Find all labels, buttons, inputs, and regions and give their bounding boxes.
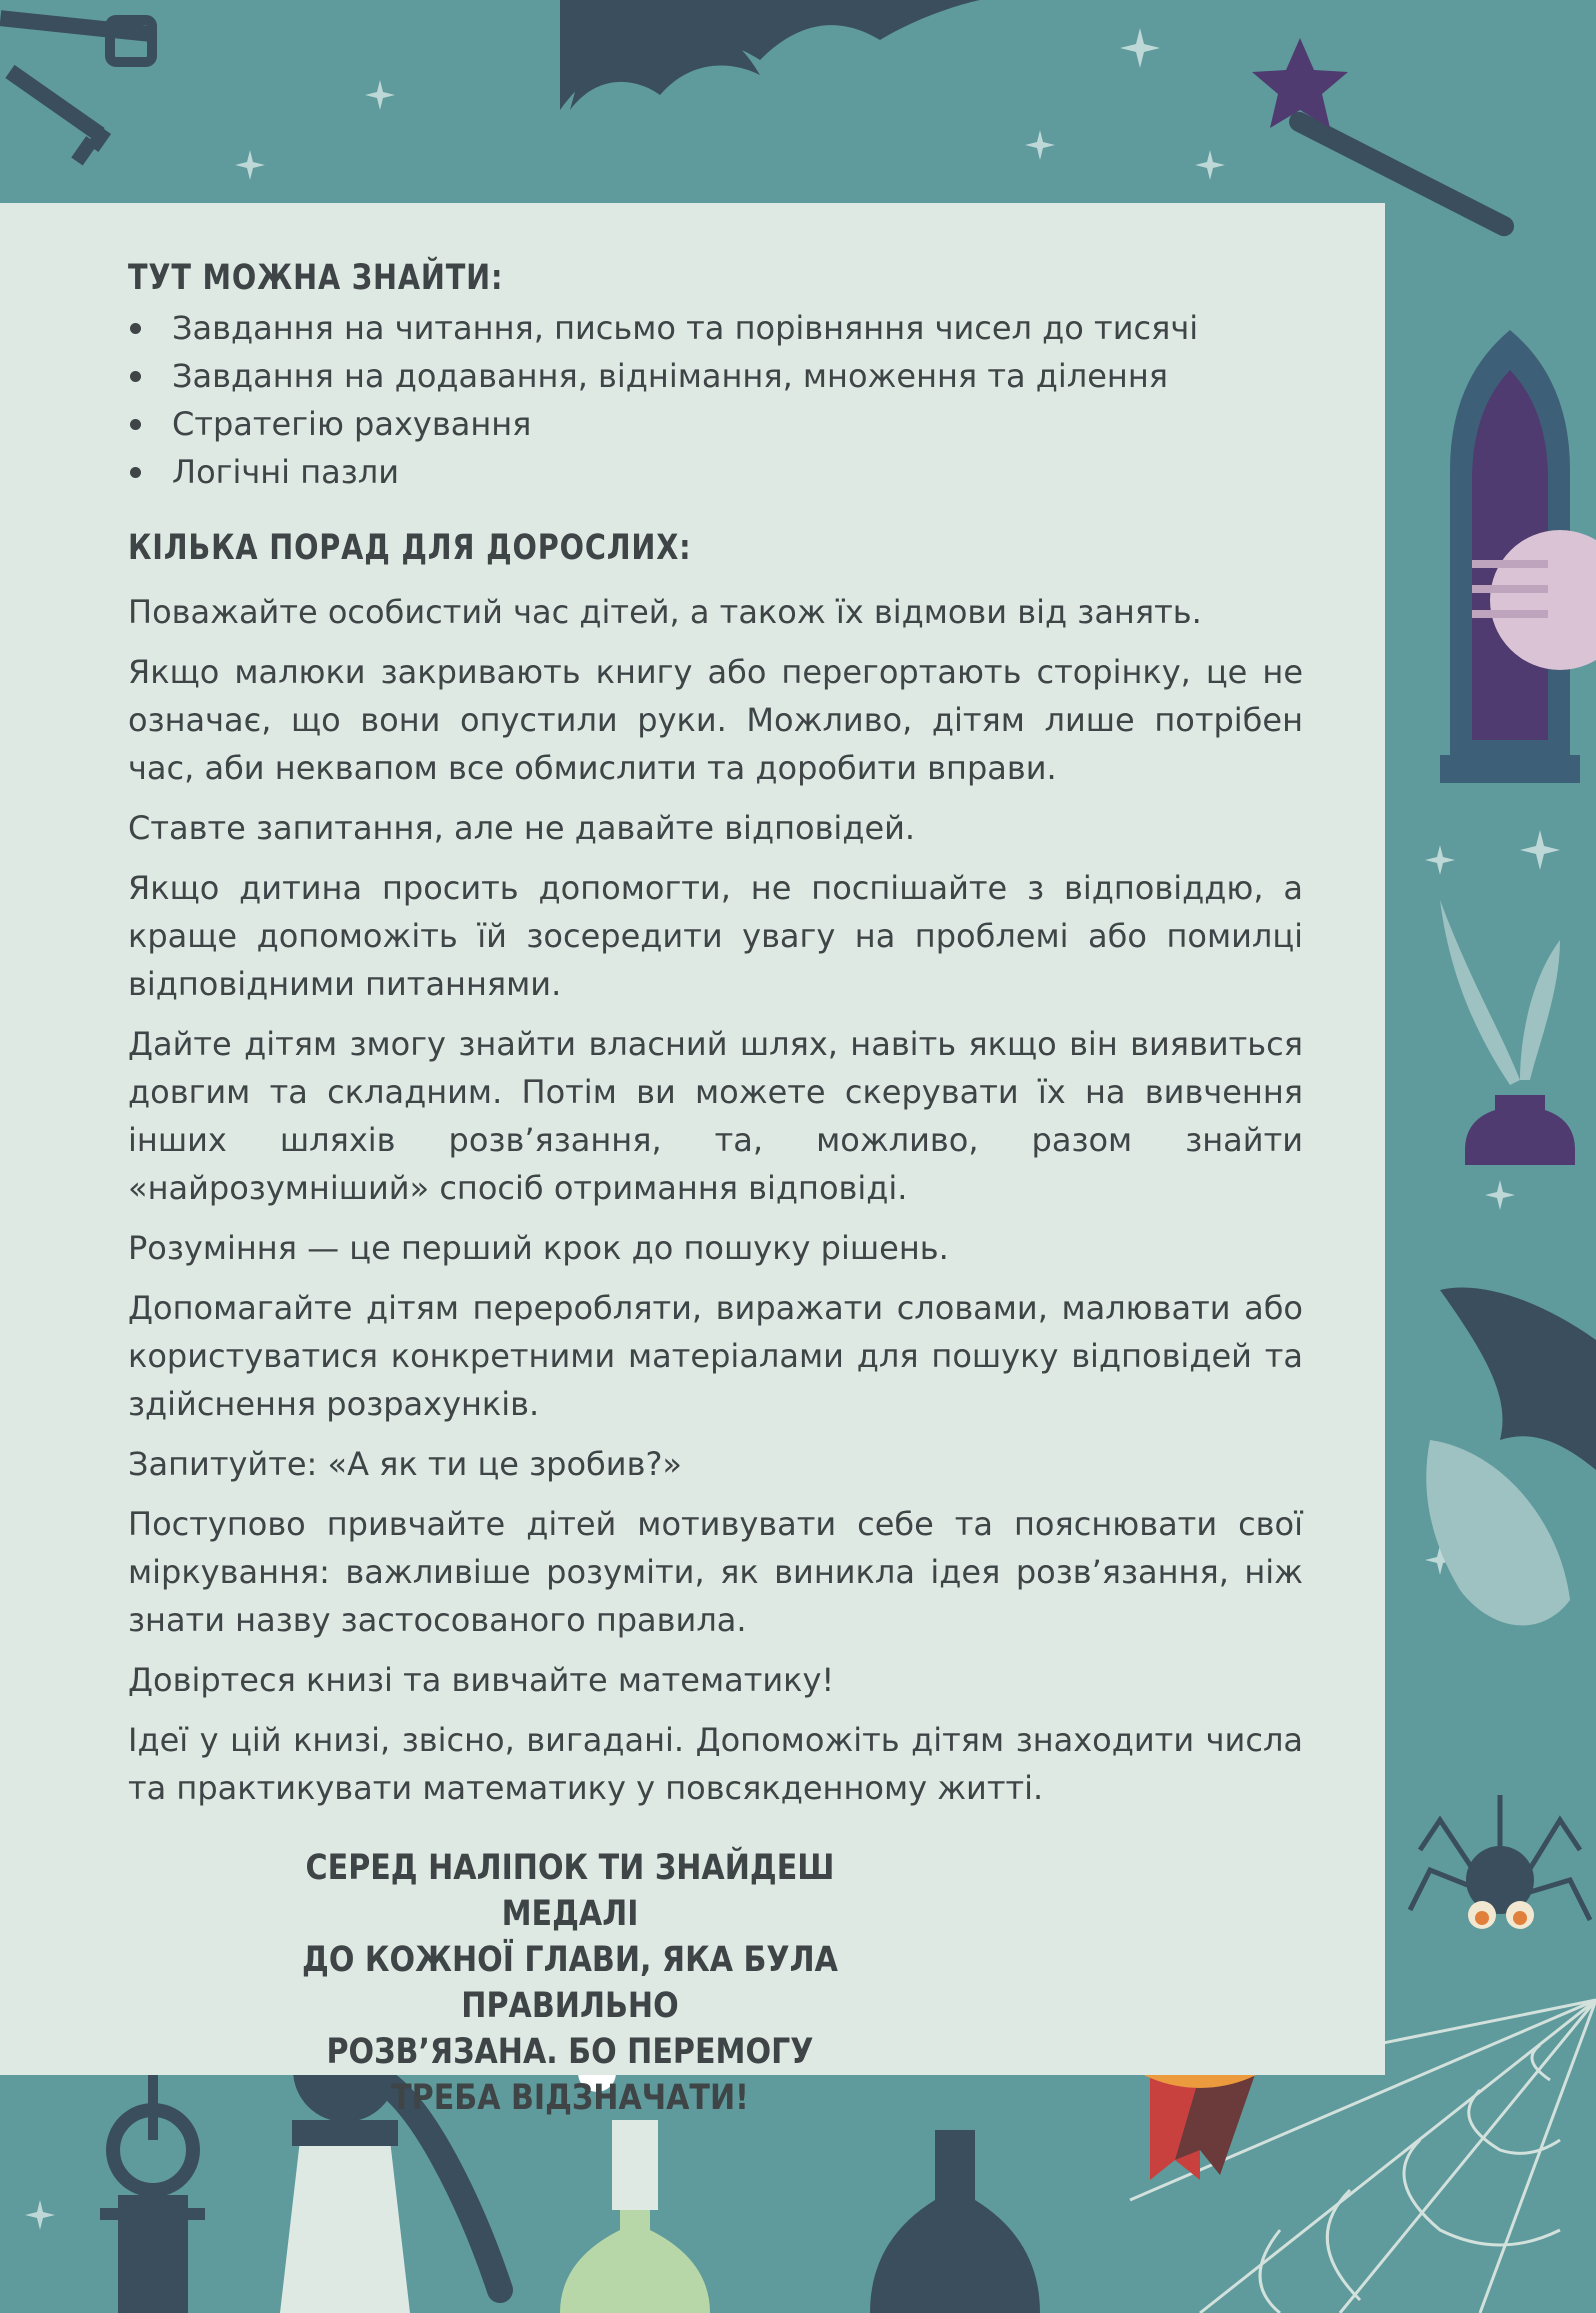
tips-heading: КІЛЬКА ПОРАД ДЛЯ ДОРОСЛИХ: (128, 528, 692, 568)
bullet-icon (130, 323, 141, 334)
tip-paragraph: Поважайте особистий час дітей, а також їх відмови від занять. (128, 593, 1202, 631)
quill-inkwell-icon (1440, 900, 1575, 1165)
sticker-note-line: РОЗВ’ЯЗАНА. БО ПЕРЕМОГУ (326, 2032, 814, 2072)
sticker-note-line: ТРЕБА ВІДЗНАЧАТИ! (391, 2078, 749, 2118)
bat-icon (560, 0, 980, 110)
bat-icon (1440, 1287, 1596, 1470)
bullet-icon (130, 419, 141, 430)
list-item: Завдання на додавання, віднімання, множення та ділення (128, 352, 1303, 400)
tip-paragraph: Ідеї у цій книзі, звісно, вигадані. Допоможіть дітям знаходити числа та практикувати математику у повсякденному житті. (128, 1721, 1303, 1807)
tip-paragraph: Довіртеся книзі та вивчайте математику! (128, 1661, 835, 1699)
list-item: Логічні пазли (128, 448, 1303, 496)
sticker-note (256, 1845, 884, 2121)
gothic-window-icon (1440, 330, 1596, 783)
sticker-note-line: СЕРЕД НАЛІПОК ТИ ЗНАЙДЕШ МЕДАЛІ (305, 1848, 835, 1934)
bullet-icon (130, 467, 141, 478)
list-item: Завдання на читання, письмо та порівняння чисел до тисячі (128, 304, 1303, 352)
spider-icon (1410, 1795, 1590, 1929)
tip-paragraph: Запитуйте: «А як ти це зробив?» (128, 1445, 682, 1483)
list-item: Стратегію рахування (128, 400, 1303, 448)
tip-paragraph: Допомагайте дітям переробляти, виражати словами, малювати або користуватися конкретними матеріалами для пошуку відповідей та здійснення розрахунків. (128, 1289, 1303, 1423)
tip-paragraph: Якщо дитина просить допомогти, не поспішайте з відповіддю, а краще допоможіть їй зосередити увагу на проблемі або помилці відповідними питаннями. (128, 869, 1303, 1003)
tip-paragraph: Якщо малюки закривають книгу або перегортають сторінку, це не означає, що вони опустили руки. Можливо, дітям лише потрібен час, аби неквапом все обмислити та доробити вправи. (128, 653, 1303, 787)
find-list (128, 304, 1303, 496)
tip-paragraph: Поступово привчайте дітей мотивувати себе та пояснювати свої міркування: важливіше розуміти, як виникла ідея розв’язання, ніж знати назву застосованого правила. (128, 1505, 1303, 1639)
tip-paragraph: Розуміння — це перший крок до пошуку рішень. (128, 1229, 949, 1267)
sticker-note-line: ДО КОЖНОЇ ГЛАВИ, ЯКА БУЛА ПРАВИЛЬНО (302, 1940, 838, 2026)
find-heading: ТУТ МОЖНА ЗНАЙТИ: (128, 258, 504, 298)
feather-icon (1426, 1440, 1570, 1625)
bullet-icon (130, 371, 141, 382)
tip-paragraph: Ставте запитання, але не давайте відповідей. (128, 809, 916, 847)
page-content (128, 258, 1303, 1824)
tip-paragraph: Дайте дітям змогу знайти власний шлях, навіть якщо він виявиться довгим та складним. Потім ви можете скерувати їх на вивчення інших шляхів розв’язання, та, можливо, разом знайти «найрозумніший» спосіб отримання відповіді. (128, 1025, 1303, 1207)
key-icon (0, 10, 152, 165)
